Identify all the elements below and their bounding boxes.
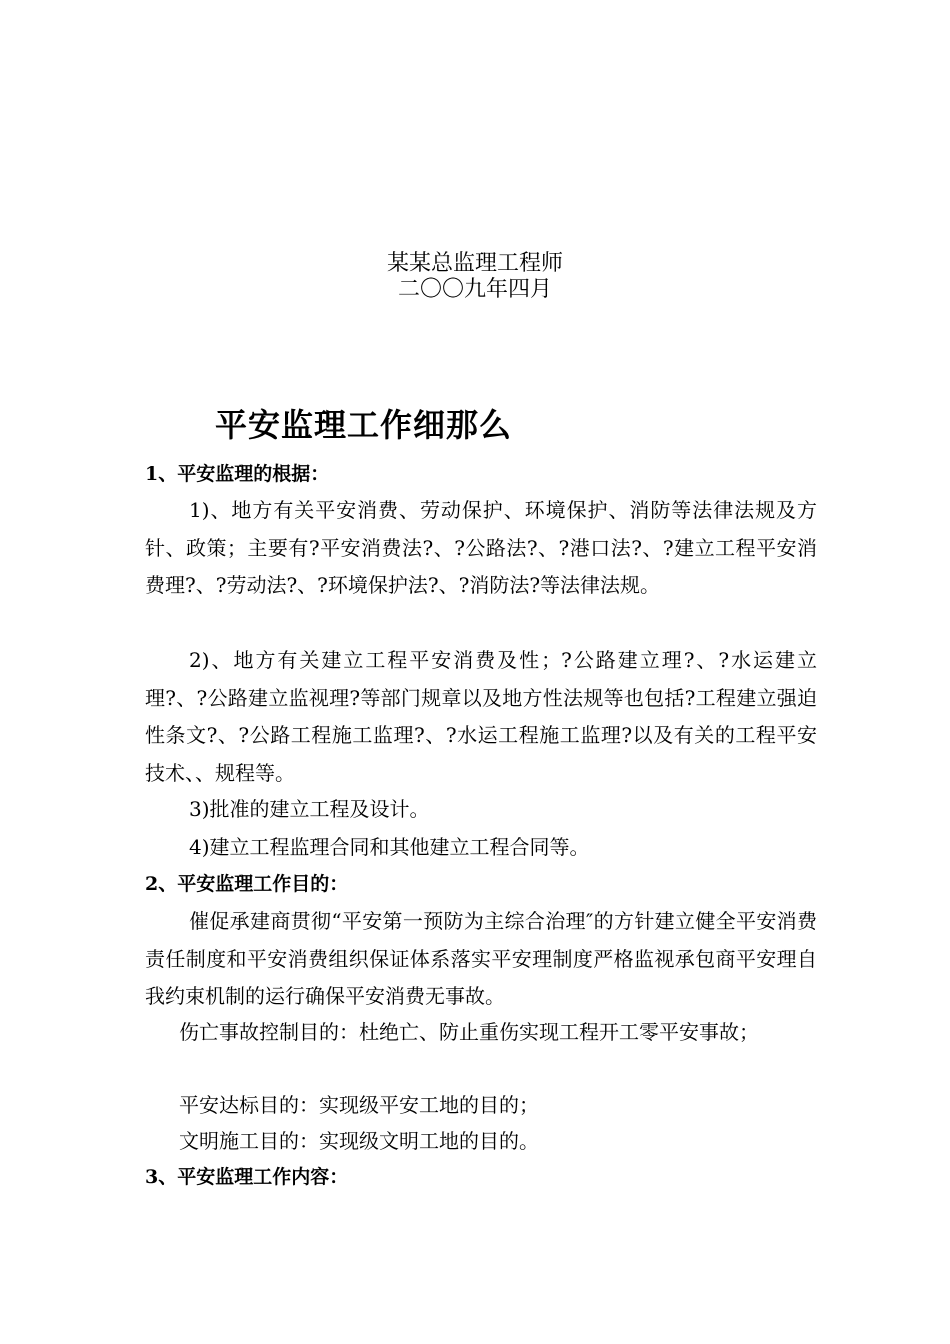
- section-heading-3: 3、平安监理工作内容：: [145, 1166, 349, 1188]
- paragraph-2-4: 文明施工目的：实现级文明工地的目的。: [179, 1129, 539, 1153]
- paragraph-2-2: 伤亡事故控制目的：杜绝亡、防止重伤实现工程开工零平安事故；: [179, 1020, 759, 1044]
- section-heading-2: 2、平安监理工作目的：: [145, 873, 349, 895]
- paragraph-1-3: 3)批准的建立工程及设计。: [189, 797, 430, 821]
- paragraph-1-2: 2)、地方有关建立工程平安消费及性；?公路建立理?、?水运建立理?、?公路建立监视理?等部门规章以及地方性法规等也包括?工程建立强迫性条文?、?公路工程施工监理?、?水运工程施工监理?以及有关的工程平安技术、、规程等。: [145, 648, 817, 785]
- section-heading-1: 1、平安监理的根据：: [145, 463, 330, 485]
- document-title: 平安监理工作细那么: [215, 406, 513, 444]
- paragraph-1-1: 1)、地方有关平安消费、劳动保护、环境保护、消防等法律法规及方针、政策；主要有?平安消费法?、?公路法?、?港口法?、?建立工程平安消费理?、?劳动法?、?环境保护法?、?消防法?等法律法规。: [145, 498, 817, 597]
- paragraph-2-1: 催促承建商贯彻“平安第一预防为主综合治理″的方针建立健全平安消费责任制度和平安消费组织保证体系落实平安理制度严格监视承包商平安理自我约束机制的运行确保平安消费无事故。: [145, 909, 817, 1008]
- date-line: 二〇〇九年四月: [397, 277, 552, 302]
- paragraph-2-3: 平安达标目的：实现级平安工地的目的；: [179, 1093, 539, 1117]
- author-line: 某某总监理工程师: [386, 251, 563, 276]
- paragraph-1-4: 4)建立工程监理合同和其他建立工程合同等。: [189, 835, 590, 859]
